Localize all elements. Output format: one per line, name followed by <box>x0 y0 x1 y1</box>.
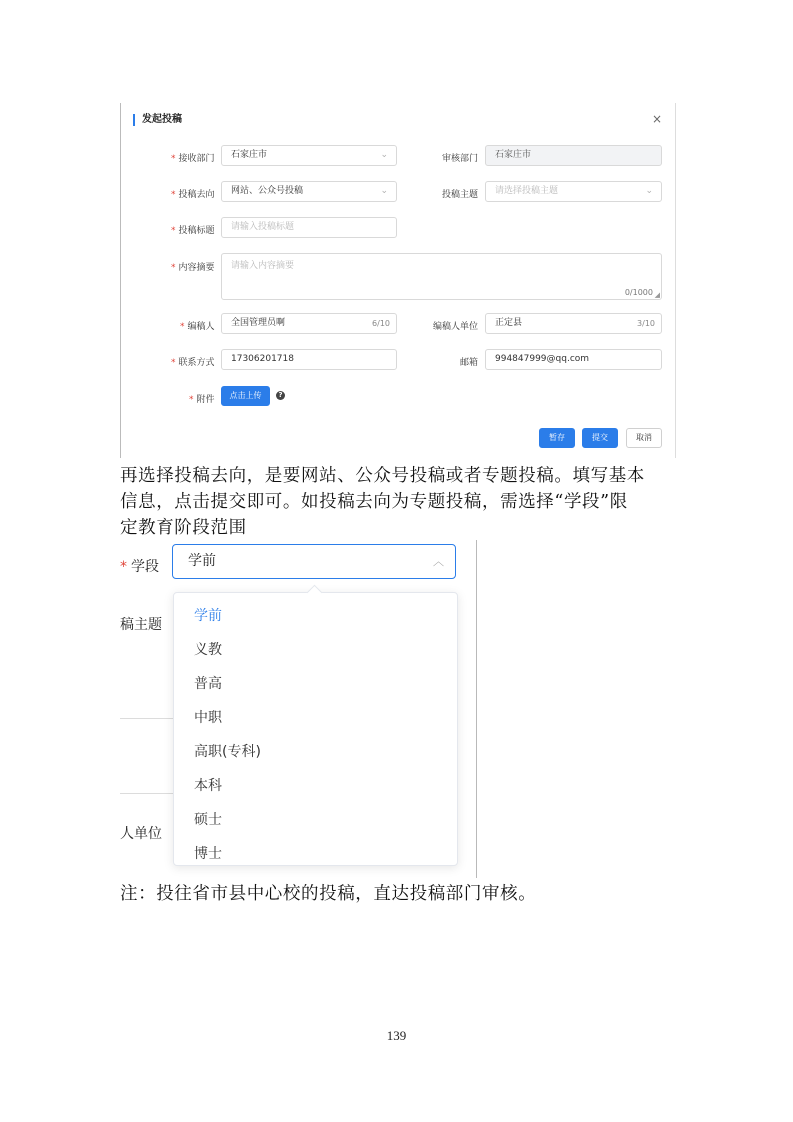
topic-select[interactable]: 请选择投稿主题 ⌄ <box>485 181 662 202</box>
stage-dropdown <box>173 592 458 866</box>
stage-label: * 学段 <box>120 559 159 575</box>
stage-option[interactable]: 高职(专科) <box>194 744 261 760</box>
paragraph-line: 再选择投稿去向，是要网站、公众号投稿或者专题投稿。填写基本 <box>120 466 645 486</box>
editor-counter: 6/10 <box>372 319 390 328</box>
chevron-down-icon: ⌄ <box>645 186 653 196</box>
attachment-label: * 附件 <box>189 395 215 405</box>
note-text: 注：投往省市县中心校的投稿，直达投稿部门审核。 <box>120 884 537 904</box>
stage-option[interactable]: 博士 <box>194 846 222 862</box>
paragraph-line: 信息，点击提交即可。如投稿去向为专题投稿，需选择“学段”限 <box>120 492 628 512</box>
summary-counter: 0/1000 <box>624 288 653 297</box>
instruction-paragraph <box>120 463 676 541</box>
email-input[interactable]: 994847999@qq.com <box>485 349 662 370</box>
editor-unit-label: 编稿人单位 <box>433 322 479 332</box>
title-label: * 投稿标题 <box>171 226 215 236</box>
close-icon[interactable]: × <box>652 112 663 126</box>
stage-option[interactable]: 中职 <box>194 710 222 726</box>
email-label: 邮箱 <box>460 358 479 368</box>
page-number: 139 <box>386 1028 407 1043</box>
editor-unit-label-partial: 人单位 <box>120 826 162 842</box>
summary-textarea[interactable]: 请输入内容摘要 0/1000 ◢ <box>221 253 662 300</box>
title-input[interactable]: 请输入投稿标题 <box>221 217 397 238</box>
chevron-down-icon: ⌄ <box>380 186 388 196</box>
review-dept-label: 审核部门 <box>442 154 479 164</box>
editor-label: * 编稿人 <box>180 322 215 332</box>
receive-dept-select[interactable]: 石家庄市 ⌄ <box>221 145 397 166</box>
editor-unit-counter: 3/10 <box>637 319 655 328</box>
editor-unit-input[interactable]: 正定县 3/10 <box>485 313 662 334</box>
divider <box>120 793 174 794</box>
topic-label: 投稿主题 <box>442 190 479 200</box>
resize-handle-icon[interactable]: ◢ <box>654 291 660 299</box>
summary-label: * 内容摘要 <box>171 263 215 273</box>
contact-input[interactable]: 17306201718 <box>221 349 397 370</box>
stage-select-screenshot <box>117 540 479 880</box>
chevron-up-icon: ︿ <box>433 555 444 568</box>
direction-label: * 投稿去向 <box>171 190 215 200</box>
cancel-button[interactable]: 取消 <box>626 428 662 448</box>
submission-dialog <box>120 103 676 458</box>
stage-option[interactable]: 义教 <box>194 642 222 658</box>
stage-option[interactable]: 硕士 <box>194 812 222 828</box>
stage-select[interactable]: 学前 ︿ <box>172 544 456 579</box>
divider <box>120 718 174 719</box>
upload-button[interactable]: 点击上传 <box>221 386 270 406</box>
editor-input[interactable]: 全国管理员啊 6/10 <box>221 313 397 334</box>
stage-option[interactable]: 普高 <box>194 676 222 692</box>
help-icon[interactable]: ? <box>276 391 285 400</box>
stage-option[interactable]: 本科 <box>194 778 222 794</box>
receive-dept-label: * 接收部门 <box>171 154 215 164</box>
review-dept-field: 石家庄市 <box>485 145 662 166</box>
topic-label-partial: 稿主题 <box>120 617 162 633</box>
save-draft-button[interactable]: 暂存 <box>539 428 575 448</box>
dialog-title: 发起投稿 <box>133 114 182 126</box>
submit-button[interactable]: 提交 <box>582 428 618 448</box>
stage-option[interactable]: 学前 <box>194 608 222 624</box>
direction-select[interactable]: 网站、公众号投稿 ⌄ <box>221 181 397 202</box>
paragraph-line: 定教育阶段范围 <box>120 518 247 538</box>
chevron-down-icon: ⌄ <box>380 150 388 160</box>
divider <box>476 540 477 878</box>
dropdown-arrow <box>307 585 323 601</box>
contact-label: * 联系方式 <box>171 358 215 368</box>
